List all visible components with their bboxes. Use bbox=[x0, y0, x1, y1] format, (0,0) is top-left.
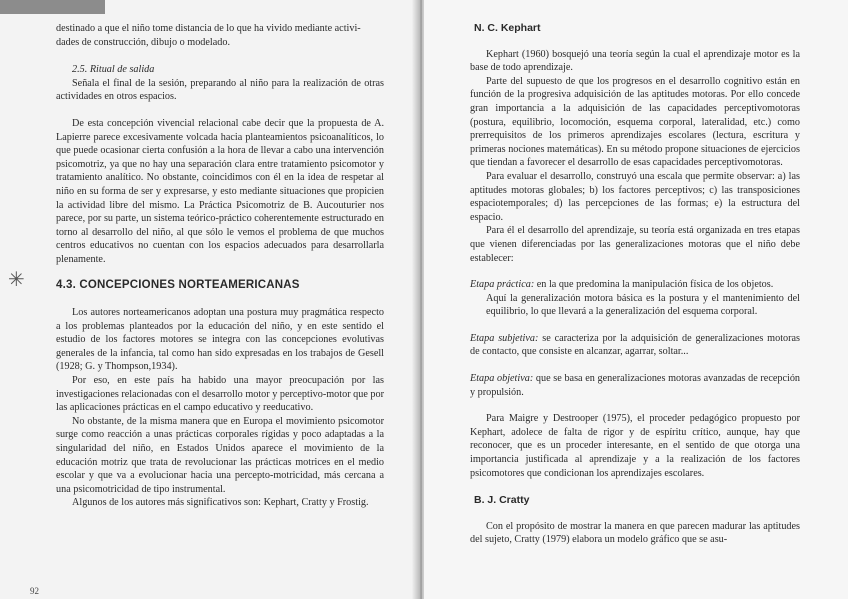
stage-practica-label: Etapa práctica: bbox=[470, 279, 535, 291]
stage-practica-continuation: Aquí la generalización motora básica es la postura y el mantenimiento del equilibrio, lo que llevará a la generalización del esquema corporal. bbox=[486, 292, 800, 318]
paragraph-algunos: Algunos de los autores más significativos son: Kephart, Cratty y Frostig. bbox=[72, 497, 369, 509]
section-heading bbox=[8, 268, 384, 293]
stage-subjetiva-text: se caracteriza por la adquisición de generalizaciones motoras de contacto, que consiste en alcanzar, agarrar, soltar... bbox=[470, 332, 801, 358]
heading-kephart: N. C. Kephart bbox=[474, 22, 541, 34]
paragraph-ritual: Señala el final de la sesión, preparando al niño para la realización de otras actividades en otros espacios. bbox=[56, 77, 384, 103]
continued-line-2: dades de construcción, dibujo o modelado. bbox=[56, 36, 230, 48]
subheading-ritual-salida: 2.5. Ritual de salida bbox=[72, 64, 155, 76]
continued-line-1: destinado a que el niño tome distancia de lo que ha vivido mediante activi- bbox=[56, 23, 361, 34]
paragraph-autores: Los autores norteamericanos adoptan una postura muy pragmática respecto a los problemas planteados por la educación del niño, y en este sentido el estudio de los factores motores se integra con las concepciones evolutivas generales de la infancia, tal como han sido expresadas en los trabajos de Gesell (1928; G. y Thompson,1934). bbox=[56, 307, 384, 373]
scan-corner-mark bbox=[0, 0, 105, 14]
paragraph-maigre: Para Maigre y Destrooper (1975), el proceder pedagógico propuesto por Kephart, adolece de falta de rigor y de espíritu crítico, aunque, hay que reconocer, que es un proceder interesante, en el sentido de que otorga una importancia justificada al aprendizaje y a la realización de los factores psicomotores que condicionan los aprendizajes escolares. bbox=[470, 413, 800, 479]
paragraph-concepcion: De esta concepción vivencial relacional cabe decir que la propuesta de A. Lapierre parece excesivamente volcada hacia planteamientos psicoanalíticos, lo que puede ocasionar cierta confusión a la hora de llevar a cabo una intervención psicomotriz, ya que no hay una separación clara entre tratamiento psicomotor y tratamiento analítico. No obstante, coincidimos con él en la idea de respetar al niño en su forma de ser y expresarse, y esto mediante situaciones que propicien la actividad libre del mismo. La Práctica Psicomotriz de B. Aucouturier nos parece, por su parte, un sistema teórico-práctico coherentemente estructurado en torno al desarrollo del niño, al que sólo le vemos el problema de que muchos centros educativos no cuentan con los espacios adecuados para desarrollarla plenamente. bbox=[56, 117, 384, 265]
left-page bbox=[0, 0, 420, 599]
stage-objetiva bbox=[470, 372, 800, 399]
stage-practica-text: en la que predomina la manipulación física de los objetos. bbox=[534, 279, 774, 291]
left-page-text bbox=[8, 22, 384, 510]
paragraph-no-obstante: No obstante, de la misma manera que en Europa el movimiento psicomotor surge como reacción a unas prácticas corporales rígidas y poco adaptadas a la singularidad del niño, en Estados Unidos aparece el movimiento de la educación motriz que trata de revolucionar las prácticas motrices en el medio escolar y que va a evolucionar hacia una percepto-motricidad, más cercana a una psicomotricidad de tipo instrumental. bbox=[56, 415, 384, 495]
paragraph-por-eso: Por eso, en este país ha habido una mayor preocupación por las investigaciones relacionadas con el desarrollo motor y perceptivo-motor que por las aplicaciones prácticas en el campo educativo y reeducativo. bbox=[56, 375, 384, 414]
asterisk-mark-icon: ✳ bbox=[8, 268, 25, 291]
paragraph-kephart-4: Para él el desarrollo del aprendizaje, su teoría está organizada en tres etapas que vienen diferenciadas por las generalizaciones motoras que el niño debe establecer: bbox=[470, 225, 800, 264]
stage-objetiva-label: Etapa objetiva: bbox=[470, 373, 534, 385]
stage-subjetiva bbox=[470, 332, 800, 359]
paragraph-kephart-3: Para evaluar el desarrollo, construyó una escala que permite observar: a) las aptitudes motoras globales; b) los factores perceptivos; c) las transposiciones espaciotemporales; d) las percepciones de las formas; e) la estructura del espacio. bbox=[470, 170, 800, 223]
heading-cratty: B. J. Cratty bbox=[474, 494, 530, 507]
stage-subjetiva-label: Etapa subjetiva: bbox=[470, 332, 539, 344]
section-heading-text: 4.3. CONCEPCIONES NORTEAMERICANAS bbox=[56, 278, 300, 291]
paragraph-cratty: Con el propósito de mostrar la manera en que parecen madurar las aptitudes del sujeto, Cratty (1979) elabora un modelo gráfico que se asu- bbox=[470, 520, 800, 546]
right-page-text bbox=[470, 22, 800, 547]
page-number: 92 bbox=[30, 586, 39, 596]
stage-objetiva-text: que se basa en generalizaciones motoras avanzadas de recepción y propulsión. bbox=[470, 373, 801, 398]
stage-practica bbox=[470, 278, 800, 292]
paragraph-kephart-2: Parte del supuesto de que los progresos en el desarrollo cognitivo están en función de la progresiva adquisición de las aptitudes motoras. Por ello concede gran importancia a la adquisición de las capacidades perceptivomotoras (postura, equilibrio, locomoción, esquema corporal, lateralidad, etc.) como prerrequisitos de los primeros aprendizajes escolares (lectura, escritura y primeras nociones matemáticas). En su método propone situaciones de ejercicios que tiendan a favorecer el desarrollo de esas capacidades perceptivomotoras. bbox=[470, 75, 800, 169]
paragraph-kephart-1: Kephart (1960) bosquejó una teoría según la cual el aprendizaje motor es la base de todo aprendizaje. bbox=[470, 48, 800, 74]
